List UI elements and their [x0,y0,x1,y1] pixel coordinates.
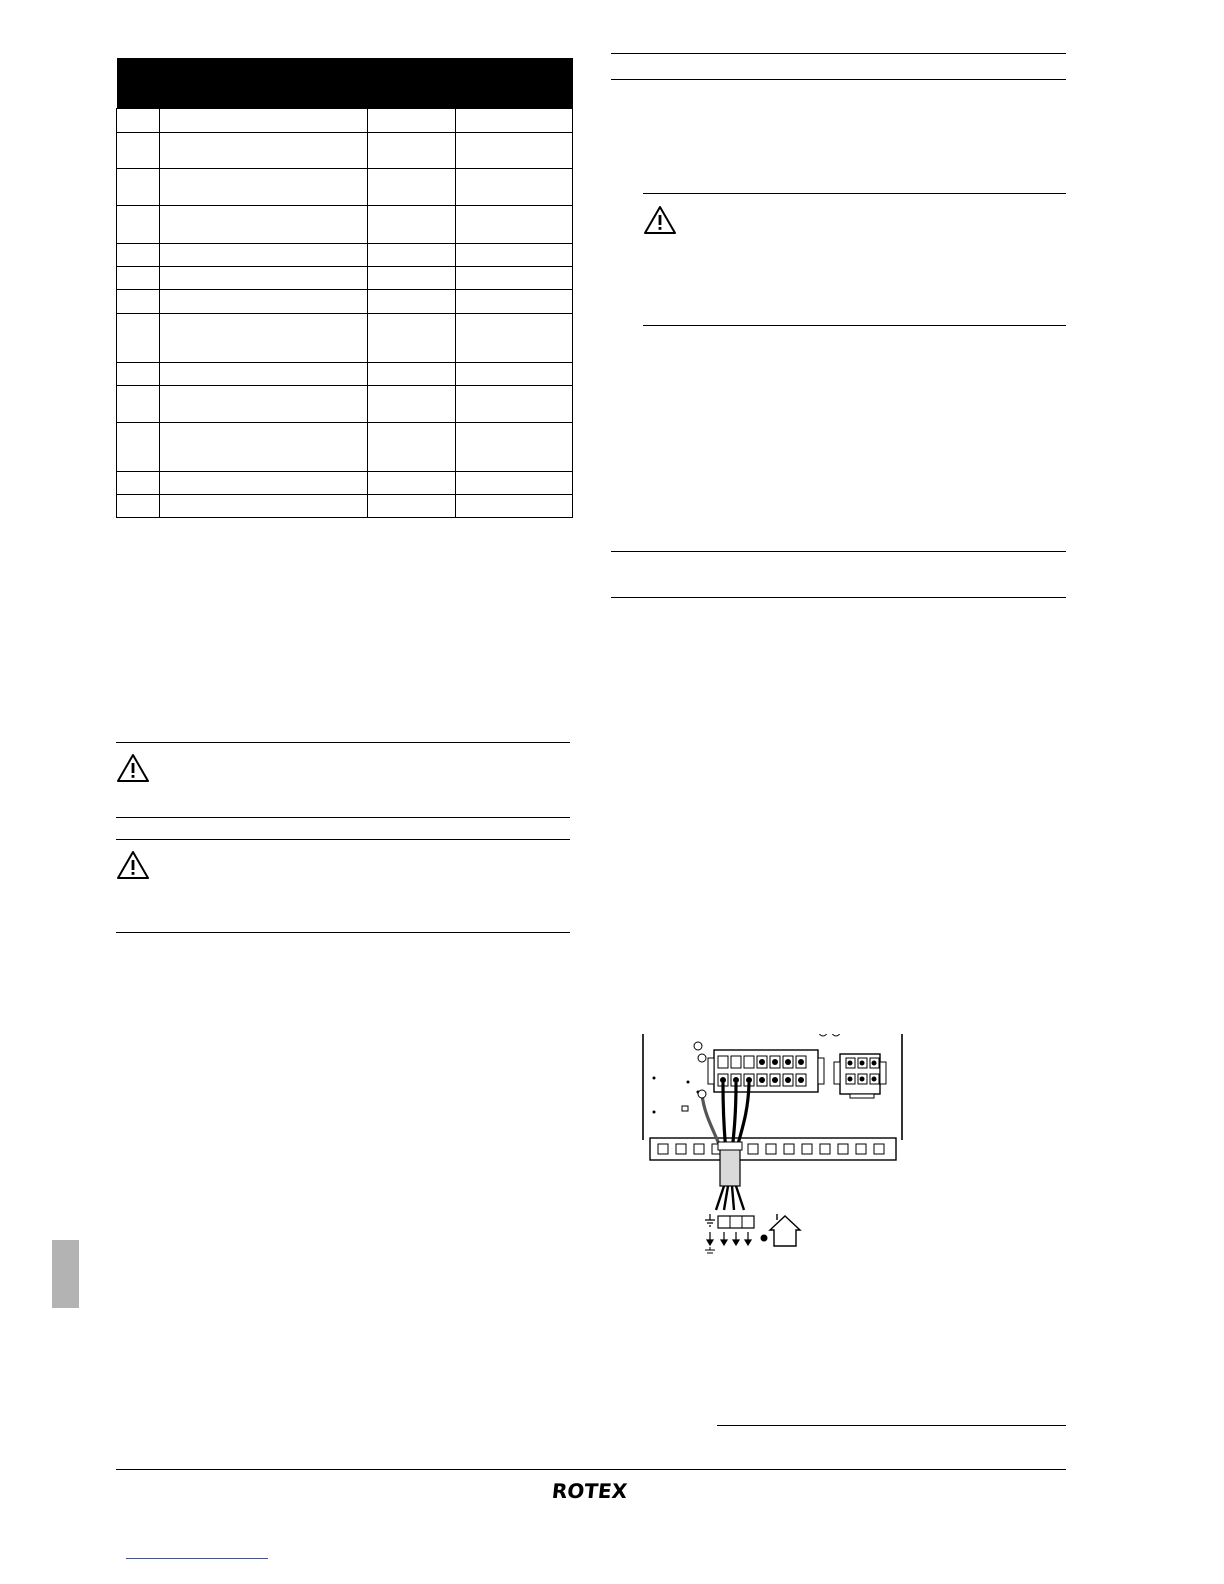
section-rule [717,1425,1066,1426]
bottom-link-underline[interactable] [126,1558,268,1559]
brand-logo: ROTEX [550,1479,629,1503]
table-row [117,169,573,206]
section-rule [611,79,1066,80]
section-rule [611,53,1066,54]
earth-ground-icon [705,1214,715,1226]
table-row [117,133,573,169]
spec-table-header [117,58,573,109]
table-row [117,109,573,133]
terminal-block-icon [708,1050,824,1092]
warning-triangle-icon [116,753,150,783]
table-row [117,472,573,495]
warning-box-bottom-rule [116,817,570,818]
warning-box-bottom-rule [116,932,570,933]
table-row [117,495,573,518]
spec-table-body [117,109,573,518]
warning-triangle-icon [643,205,677,235]
table-row [117,314,573,363]
house-icon [770,1214,800,1246]
table-row [117,386,573,423]
section-rule [611,551,1066,552]
chapter-tab [52,1240,79,1308]
warning-box-top-rule [643,193,1066,194]
section-rule [611,597,1066,598]
table-row [117,423,573,472]
table-row [117,206,573,244]
warning-triangle-icon [116,850,150,880]
table-row [117,244,573,267]
spec-table-header-bar [117,58,573,109]
warning-box-top-rule [116,839,570,840]
terminal-block-icon [834,1054,886,1098]
wiring-diagram [640,1034,910,1254]
table-row [117,290,573,314]
warning-box-bottom-rule [643,325,1066,326]
spec-table [116,58,573,518]
table-row [117,363,573,386]
footer-rule [116,1469,1066,1470]
table-row [117,267,573,290]
warning-box-top-rule [116,742,570,743]
